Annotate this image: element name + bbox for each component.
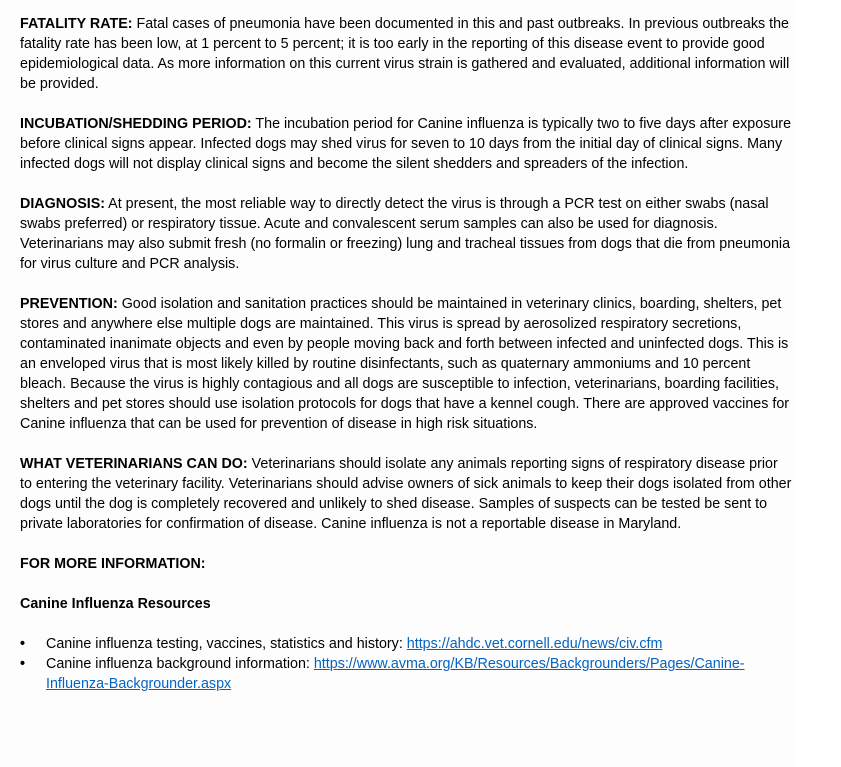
section-text: The incubation period for Canine influenza is typically two to five days after exposure before clinical signs appear. Infected dogs may shed virus for seven to 10 days from the initial day of clinical signs. Many infected dogs will not display clinical signs and become the silent shedders and spreaders of the infection. [20,116,792,172]
list-item [20,634,792,654]
section-label: INCUBATION/SHEDDING PERIOD: [20,116,252,132]
section-label: WHAT VETERINARIANS CAN DO: [20,456,248,472]
bullet-icon: • [20,656,26,672]
section-prevention [20,294,792,434]
section-label: PREVENTION: [20,296,118,312]
section-diagnosis [20,194,792,274]
resource-text: Canine influenza background information: [46,656,314,672]
avma-backgrounder-link[interactable]: https://www.avma.org/KB/Resources/Backgrounders/Pages/Canine-Influenza-Backgrounder.aspx [46,656,745,692]
section-text: Good isolation and sanitation practices should be maintained in veterinary clinics, boarding, shelters, pet stores and anywhere else multiple dogs are maintained. This virus is spread by aerosolized respiratory secretions, contaminated inanimate objects and even by people moving back and forth between infected and uninfected dogs. This is an enveloped virus that is most likely killed by routine disinfectants, such as quaternary ammoniums and 10 percent bleach. Because the virus is highly contagious and all dogs are susceptible to infection, veterinarians, boarding facilities, shelters and pet stores should use isolation protocols for dogs that have a kennel cough. There are approved vaccines for Canine influenza that can be used for prevention of disease in high risk situations. [20,296,790,432]
section-what-veterinarians-can-do [20,454,792,534]
resources-list [20,634,792,694]
more-info-heading: FOR MORE INFORMATION: [20,556,206,572]
section-text: Fatal cases of pneumonia have been documented in this and past outbreaks. In previous outbreaks the fatality rate has been low, at 1 percent to 5 percent; it is too early in the reporting of this disease event to provide good epidemiological data. As more information on this current virus strain is gathered and evaluated, additional information will be provided. [20,16,790,92]
section-label: DIAGNOSIS: [20,196,105,212]
resource-text: Canine influenza testing, vaccines, statistics and history: [46,636,407,652]
document-body [20,14,792,694]
section-label: FATALITY RATE: [20,16,133,32]
section-fatality-rate [20,14,792,94]
section-incubation-shedding [20,114,792,174]
resources-subheading: Canine Influenza Resources [20,596,211,612]
section-text: Veterinarians should isolate any animals reporting signs of respiratory disease prior to entering the veterinary facility. Veterinarians should advise owners of sick animals to keep their dogs isolated from other dogs until the dog is completely recovered and unlikely to shed disease. Samples of suspects can be tested be sent to private laboratories for confirmation of disease. Canine influenza is not a reportable disease in Maryland. [20,456,792,532]
cornell-civ-link[interactable]: https://ahdc.vet.cornell.edu/news/civ.cfm [406,636,663,652]
list-item [20,654,792,694]
bullet-icon: • [20,636,26,652]
section-text: At present, the most reliable way to directly detect the virus is through a PCR test on either swabs (nasal swabs preferred) or respiratory tissue. Acute and convalescent serum samples can also be used for diagnosis. Veterinarians may also submit fresh (no formalin or freezing) lung and tracheal tissues from dogs that die from pneumonia for virus culture and PCR analysis. [20,196,791,272]
